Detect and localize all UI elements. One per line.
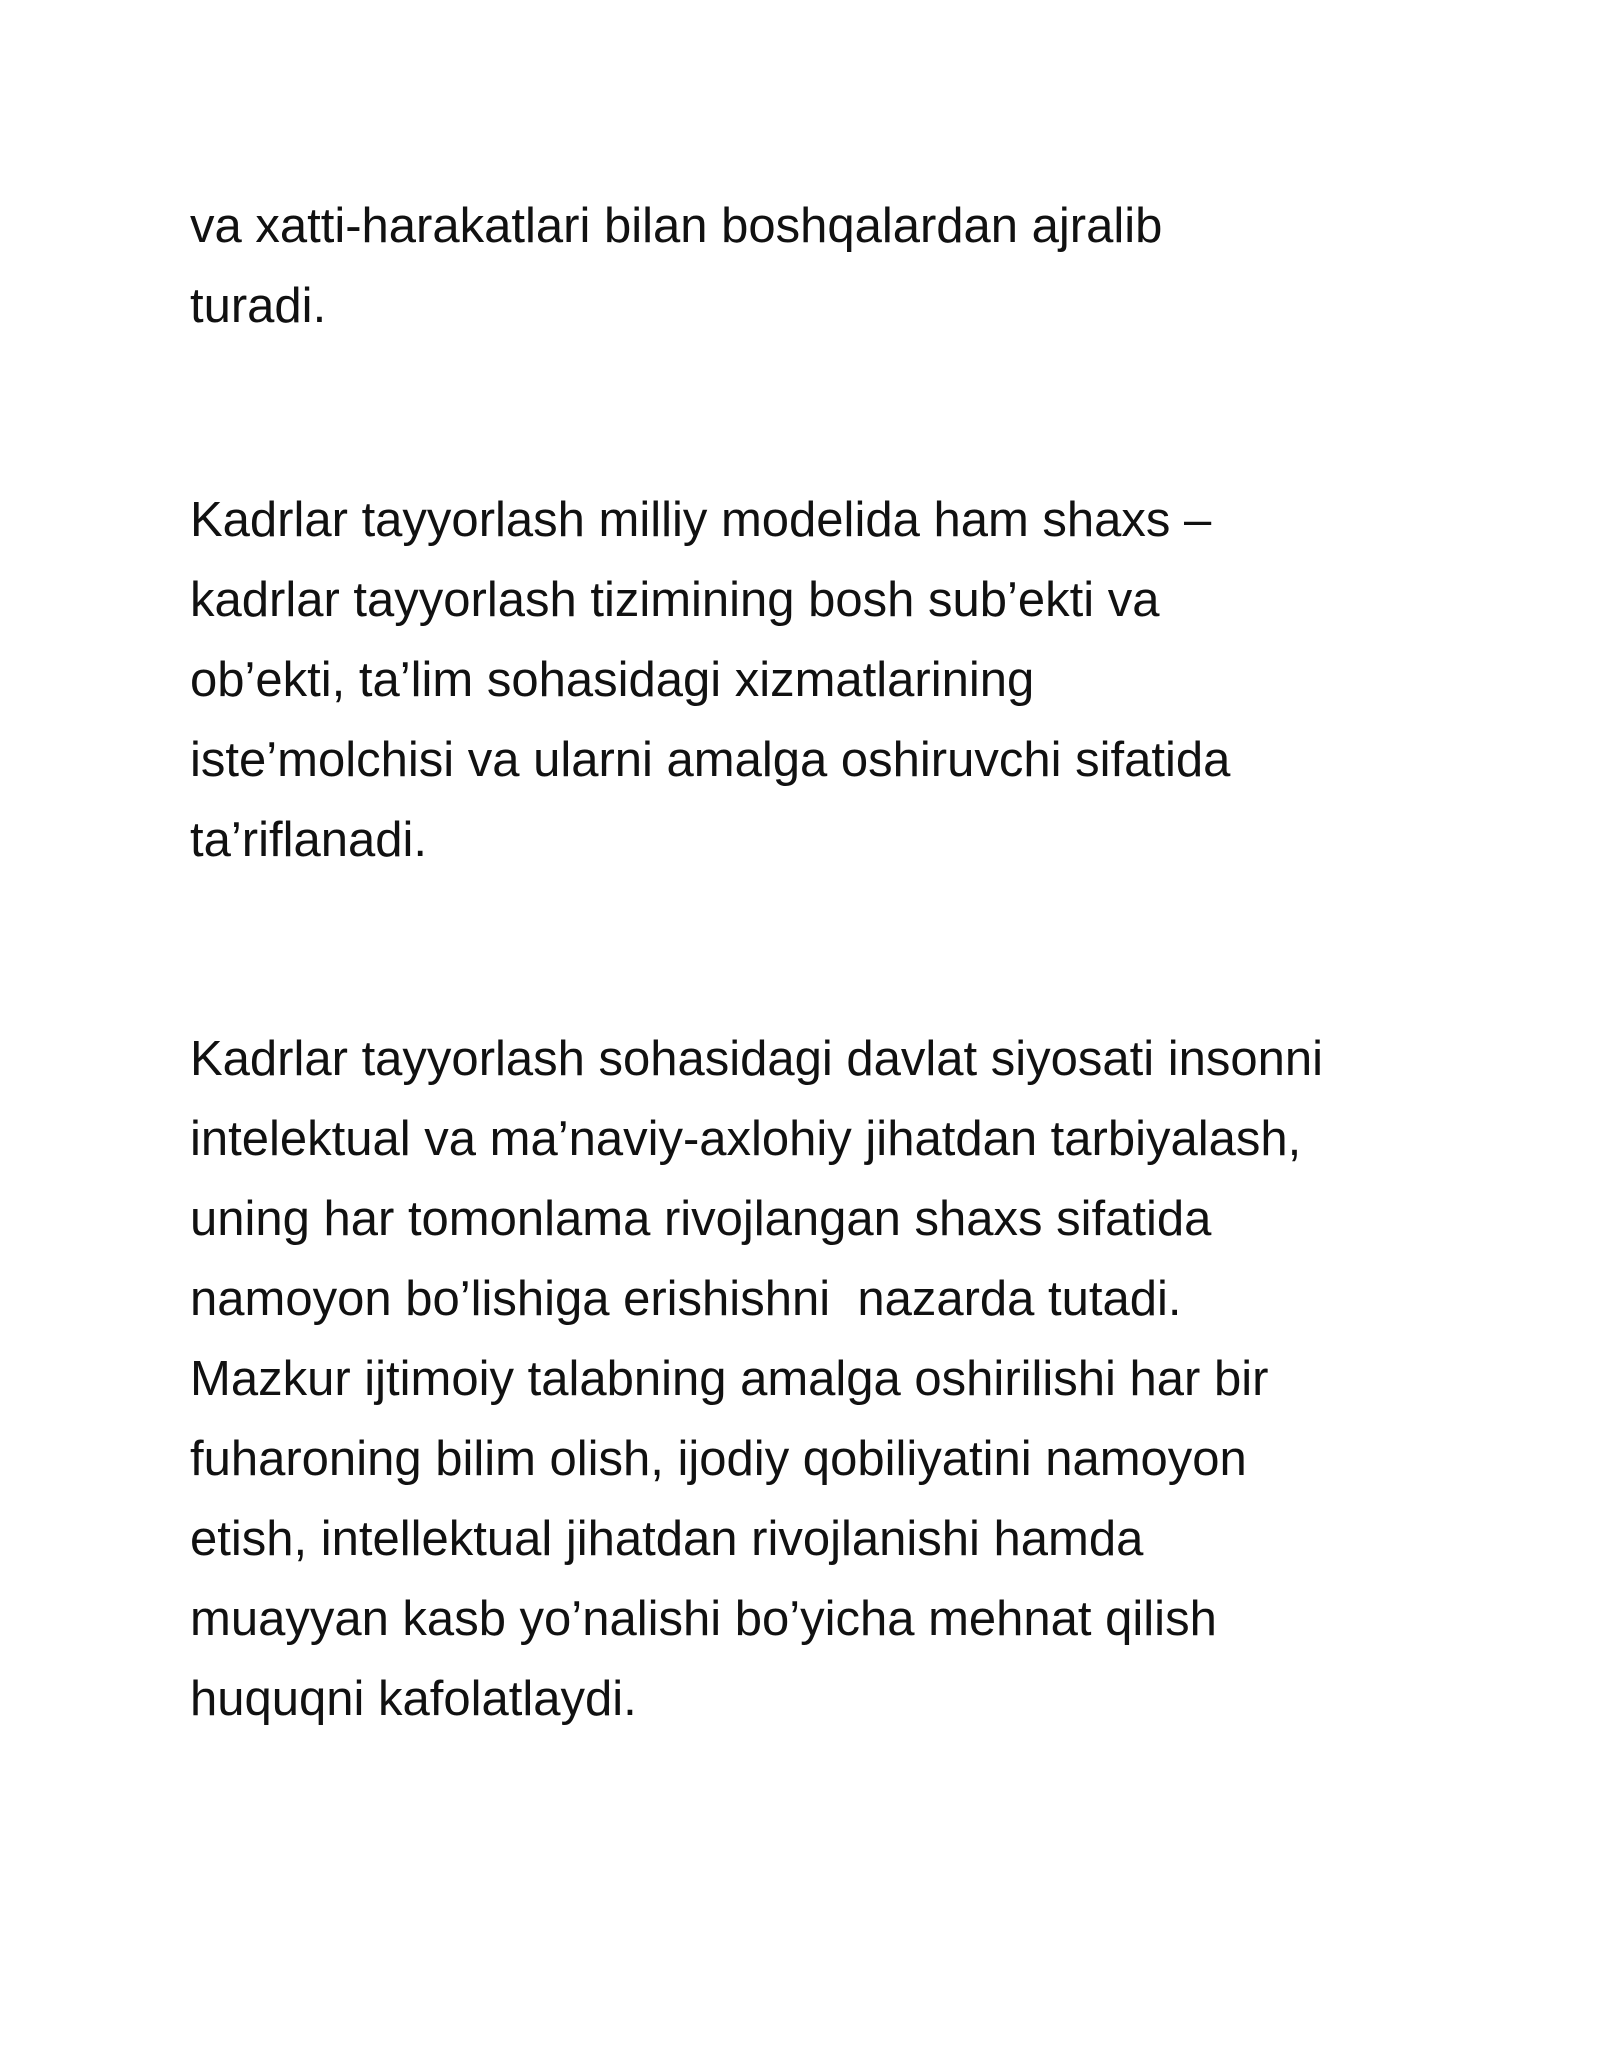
text-line: iste’molchisi va ularni amalga oshiruvchi sifatida — [190, 733, 1231, 787]
text-line: kadrlar tayyorlash tizimining bosh sub’ekti va — [190, 573, 1160, 627]
text-line: turadi. — [190, 279, 327, 333]
text-line: Kadrlar tayyorlash sohasidagi davlat siyosati insonni — [190, 1032, 1324, 1086]
text-line: namoyon bo’lishiga erishishni nazarda tutadi. — [190, 1272, 1182, 1326]
text-line: Mazkur ijtimoiy talabning amalga oshirilishi har bir — [190, 1352, 1269, 1406]
text-line: etish, intellektual jihatdan rivojlanishi hamda — [190, 1512, 1144, 1566]
text-line: muayyan kasb yo’nalishi bo’yicha mehnat qilish — [190, 1592, 1217, 1646]
text-line: fuharoning bilim olish, ijodiy qobiliyatini namoyon — [190, 1432, 1247, 1486]
text-line: ob’ekti, ta’lim sohasidagi xizmatlarining — [190, 653, 1035, 707]
text-line: huquqni kafolatlaydi. — [190, 1672, 637, 1726]
text-line: uning har tomonlama rivojlangan shaxs sifatida — [190, 1192, 1212, 1246]
text-line: intelektual va ma’naviy-axlohiy jihatdan tarbiyalash, — [190, 1112, 1302, 1166]
paragraph-1 — [190, 186, 1440, 346]
text-line: va xatti-harakatlari bilan boshqalardan ajralib — [190, 199, 1163, 253]
paragraph-3 — [190, 1019, 1440, 1739]
text-line: Kadrlar tayyorlash milliy modelida ham shaxs – — [190, 493, 1212, 547]
paragraph-2 — [190, 480, 1440, 880]
text-line: ta’riflanadi. — [190, 813, 427, 867]
